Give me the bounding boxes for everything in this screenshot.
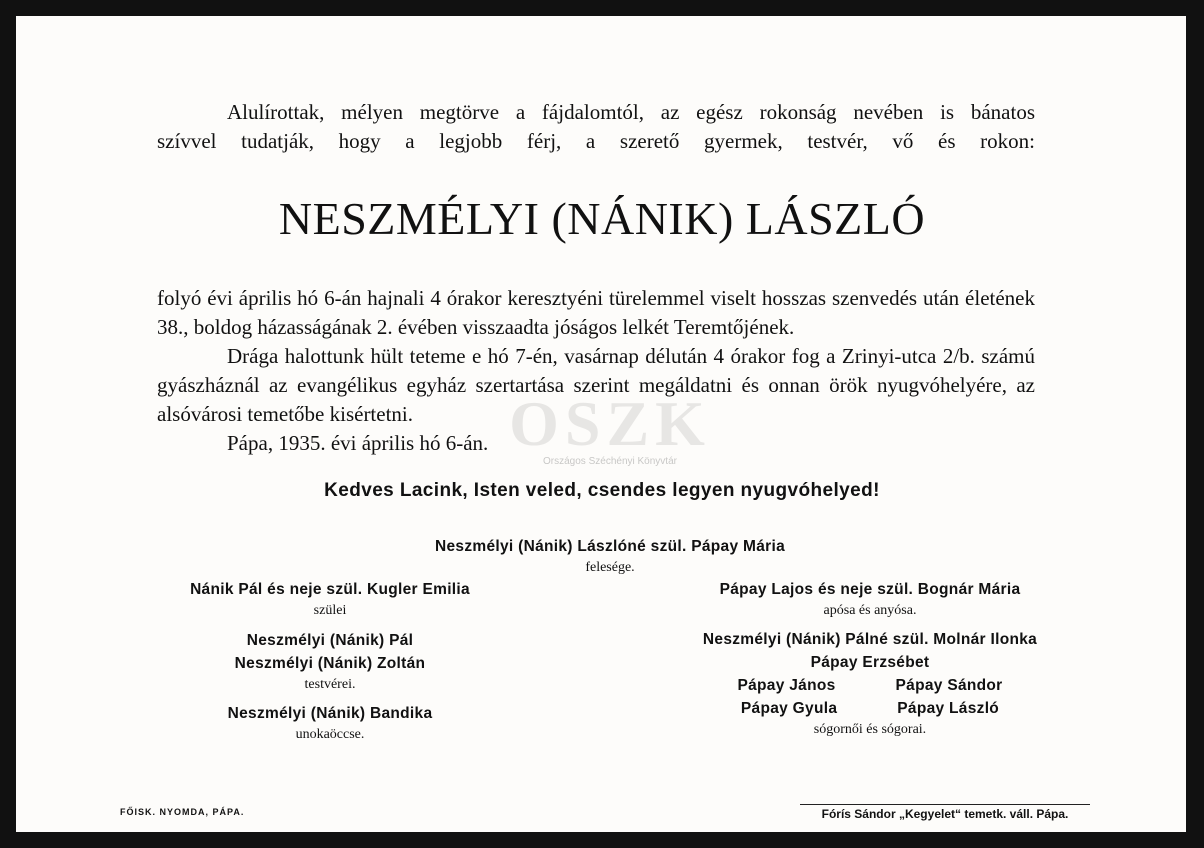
intro-line-1: Alulírottak, mélyen megtörve a fájdalomtól, az egész rokonság nevében is bánatos xyxy=(227,100,1035,124)
sibling-name-1: Neszmélyi (Nánik) Pál xyxy=(246,632,414,649)
signatory-parents xyxy=(120,578,540,620)
inlaws-name: Pápay Lajos és neje szül. Bognár Mária xyxy=(719,581,1021,598)
brother-in-law-janos: Pápay János xyxy=(737,677,836,694)
intro-line-2: szívvel tudatják, hogy a legjobb férj, a szerető gyermek, testvér, vő és rokon: xyxy=(157,129,1035,153)
watermark-logo-text: OSZK xyxy=(509,388,711,459)
brothers-in-law-row-1 xyxy=(640,674,1100,697)
signatory-siblings xyxy=(120,629,540,694)
date-place-line: Pápa, 1935. évi április hó 6-án. xyxy=(227,431,489,455)
body-paragraph-2: Drága halottunk hült teteme e hó 7-én, vasárnap délután 4 órakor fog a Zrinyi-utca 2/b. számú gyászháznál az evangélikus egyház szertartása szerint megáldatni és onnan örök nyugvóhelyére, az alsóvárosi temetőbe kisértetni. xyxy=(157,344,1035,426)
signatory-nephew xyxy=(120,702,540,744)
siblings-role: testvérei. xyxy=(304,677,356,692)
brothers-in-law-row-2 xyxy=(640,697,1100,720)
deceased-name: NESZMÉLYI (NÁNIK) LÁSZLÓ xyxy=(278,193,926,244)
intro-text xyxy=(157,98,1035,156)
farewell-line: Kedves Lacink, Isten veled, csendes legyen nyugvóhelyed! xyxy=(324,480,880,501)
body-paragraph-1: folyó évi április hó 6-án hajnali 4 órakor keresztyéni türelemmel viselt hosszas szenvedés után életének 38., boldog házasságának 2. évében visszaadta jóságos lelkét Teremtőjének. xyxy=(157,286,1035,339)
nephew-name: Neszmélyi (Nánik) Bandika xyxy=(227,705,433,722)
signatory-wife xyxy=(300,535,920,577)
parents-role: szülei xyxy=(313,603,347,618)
wife-name: Neszmélyi (Nánik) Lászlóné szül. Pápay Mária xyxy=(434,538,785,555)
signatory-siblings-in-law xyxy=(640,628,1100,739)
brother-in-law-sandor: Pápay Sándor xyxy=(895,677,1003,694)
nephew-role: unokaöccse. xyxy=(295,727,365,742)
brother-in-law-gyula: Pápay Gyula xyxy=(740,700,838,717)
watermark-caption: Országos Széchényi Könyvtár xyxy=(543,456,677,467)
sister-in-law-name-2: Pápay Erzsébet xyxy=(810,654,930,671)
siblings-in-law-role: sógornői és sógorai. xyxy=(813,722,927,737)
sibling-name-2: Neszmélyi (Nánik) Zoltán xyxy=(234,655,426,672)
inlaws-role: apósa és anyósa. xyxy=(823,603,917,618)
announcement-body xyxy=(157,284,1035,458)
brother-in-law-laszlo: Pápay László xyxy=(897,700,1000,717)
printer-imprint: FŐISK. NYOMDA, PÁPA. xyxy=(120,807,245,817)
parents-name: Nánik Pál és neje szül. Kugler Emilia xyxy=(190,581,470,598)
sister-in-law-name: Neszmélyi (Nánik) Pálné szül. Molnár Ilonka xyxy=(702,631,1038,648)
signatory-inlaws xyxy=(660,578,1080,620)
wife-role: felesége. xyxy=(585,560,635,575)
undertaker-imprint: Fórís Sándor „Kegyelet“ temetk. váll. Pápa. xyxy=(800,804,1090,821)
